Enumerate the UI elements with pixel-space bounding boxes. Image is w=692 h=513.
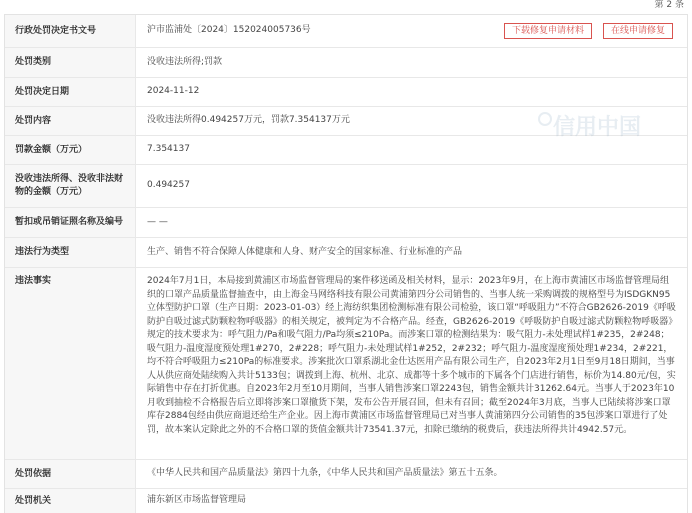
row-authority (5, 489, 687, 513)
decision-no-label: 行政处罚决定书文号 (5, 15, 136, 47)
repair-buttons (504, 23, 673, 39)
fine-label: 罚款金额（万元） (5, 136, 136, 164)
row-decision-no (5, 15, 687, 48)
row-license (5, 208, 687, 238)
authority-label: 处罚机关 (5, 489, 136, 513)
license-value: — — (147, 216, 168, 227)
row-fine (5, 136, 687, 165)
category-value: 没收违法所得;罚款 (147, 56, 223, 67)
watermark-text: 信用中国 (553, 115, 642, 140)
row-basis (5, 460, 687, 489)
license-label: 暂扣或吊销证照名称及编号 (5, 208, 136, 237)
facts-value: 2024年7月1日，本局接到黄浦区市场监督管理局的案件移送函及相关材料，显示：2023年9月，在上海市黄浦区市场监督管理局组织的口罩产品质量监督抽查中，由上海金马网络科技有限公司黄浦第四分公司销售的、当事人统一采购调拨的规格型号为ISDGKN95立体型防护口罩（生产日期：2023-01-03）经上海纺织集团检测标准有限公司检验，该口罩“呼吸阻力”不符合GB2626-2019《呼吸防护自吸过滤式防颗粒物呼吸器》的相关规定，被判定为不合格产品。经查，GB2626-2019《呼吸防护自吸过滤式防颗粒物呼吸器》规定的技术要求为：呼气阻力/Pa和吸气阻力/Pa均须≤210Pa。而涉案口罩的检测结果为：吸气阻力-未处理试样1#235，2#248；吸气阻力-温度湿度预处理1#270，2#228；呼气阻力-未处理试样1#252，2#232；呼气阻力-温度湿度预处理1#234，2#221，均不符合呼吸阻力≤210Pa的标准要求。涉案批次口罩系湖北金仕达医用产品有限公司生产，自2023年2月1日至9月18日期间，当事人从供应商处陆续购入共计5133包；调拨到上海、杭州、北京、成都等十多个城市的下属各个门店进行销售，标价为14.80元/包，实际销售中存在打折优惠。自2023年2月至10月期间，当事人销售涉案口罩2243包，销售金额共计31262.64元。当事人于2023年10月收到抽检不合格报告后立即将涉案口罩撤货下架，发布公告开展召回，但未有召回；截至2024年3月底，当事人已陆续将涉案口罩库存2884包经由供应商退还给生产企业。因上海市黄浦区市场监督管理局已对当事人黄浦第四分公司销售的35包涉案口罩进行了处罚，故本案认定除此之外的不合格口罩的货值金额共计73541.37元，扣除已缴纳的税费后，获违法所得共计4942.57元。 (147, 276, 676, 435)
content-label: 处罚内容 (5, 107, 136, 135)
row-date (5, 78, 687, 107)
basis-label: 处罚依据 (5, 460, 136, 488)
decision-no-value: 沪市监浦处〔2024〕152024005736号 (147, 25, 311, 36)
basis-value: 《中华人民共和国产品质量法》第四十九条，《中华人民共和国产品质量法》第五十五条。 (147, 468, 503, 479)
row-facts (5, 268, 687, 460)
content-value: 没收违法所得0.494257万元，罚款7.354137万元 (147, 115, 350, 126)
download-repair-materials-button[interactable]: 下载修复申请材料 (504, 23, 592, 39)
row-violation-type (5, 238, 687, 268)
watermark-logo-icon (538, 112, 552, 126)
confiscation-value: 0.494257 (147, 180, 190, 191)
row-content (5, 107, 687, 136)
facts-label: 违法事实 (5, 268, 136, 459)
violation-type-value: 生产、销售不符合保障人体健康和人身、财产安全的国家标准、行业标准的产品 (147, 246, 463, 257)
date-label: 处罚决定日期 (5, 78, 136, 106)
decision-no-cell (136, 15, 687, 47)
violation-type-label: 违法行为类型 (5, 238, 136, 267)
row-confiscation (5, 165, 687, 208)
penalty-detail-table (4, 14, 688, 513)
authority-value: 浦东新区市场监督管理局 (147, 495, 247, 506)
facts-cell (136, 268, 687, 459)
fine-value: 7.354137 (147, 144, 190, 155)
online-repair-apply-button[interactable]: 在线申请修复 (603, 23, 673, 39)
row-category (5, 48, 687, 78)
confiscation-label: 没收违法所得、没收非法财物的金额（万元） (5, 165, 136, 207)
date-value: 2024-11-12 (147, 86, 200, 97)
category-label: 处罚类别 (5, 48, 136, 77)
page-indicator: 第 2 条 (654, 0, 684, 10)
